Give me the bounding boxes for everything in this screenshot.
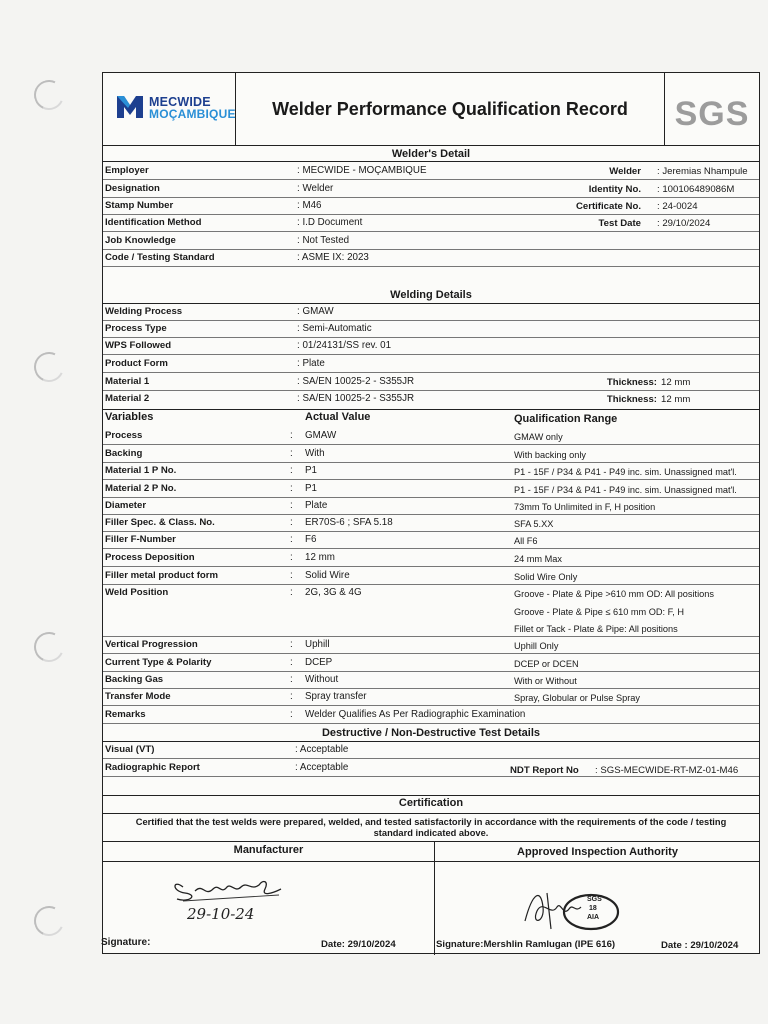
row-divider [103, 758, 759, 759]
actual-value: Solid Wire [305, 570, 350, 581]
certification-statement-line1: Certified that the test welds were prepared, welded, and tested satisfactorily in accordance with the requirements of the code / testing [135, 817, 727, 827]
detail-value: : MECWIDE - MOÇAMBIQUE [297, 165, 427, 176]
welding-label: Material 2 [105, 393, 150, 404]
row-divider [103, 337, 759, 338]
variable-label: Vertical Progression [105, 639, 198, 650]
ndt-value: : Acceptable [295, 744, 349, 755]
actual-value: Plate [305, 500, 328, 511]
variable-colon: : [290, 587, 293, 598]
detail-right-value: : 100106489086M [657, 184, 735, 195]
detail-right-label: Welder [609, 166, 641, 177]
variable-label: Diameter [105, 500, 147, 511]
variable-colon: : [290, 639, 293, 650]
row-divider [103, 497, 759, 498]
variable-colon: : [290, 517, 293, 528]
detail-label: Employer [105, 165, 149, 176]
variable-label: Process [105, 430, 143, 441]
ndt-report-value: : SGS-MECWIDE-RT-MZ-01-M46 [595, 765, 739, 776]
ndt-value: : Acceptable [295, 762, 349, 773]
welding-value: : SA/EN 10025-2 - S355JR [297, 376, 415, 387]
welding-value: : SA/EN 10025-2 - S355JR [297, 393, 415, 404]
qualification-range: Uphill Only [514, 641, 559, 651]
qualification-range: All F6 [514, 536, 538, 546]
manufacturer-date: Date: 29/10/2024 [321, 939, 396, 950]
thickness-value: 12 mm [661, 377, 691, 388]
variable-label: Filler metal product form [105, 570, 219, 581]
sgs-logo: SGS [674, 95, 750, 133]
mecwide-m-icon [115, 93, 145, 119]
welding-value: : 01/24131/SS rev. 01 [297, 340, 392, 351]
qualification-range: Fillet or Tack - Plate & Pipe: All positions [514, 624, 678, 634]
actual-value: F6 [305, 534, 317, 545]
row-divider [103, 584, 759, 585]
qualification-range: With or Without [514, 676, 577, 686]
row-divider [103, 688, 759, 689]
welding-value: : Plate [297, 358, 325, 369]
authority-date: Date : 29/10/2024 [661, 940, 739, 951]
actual-value: P1 [305, 483, 317, 494]
sgs-logo-box [664, 73, 759, 145]
detail-value: : Not Tested [297, 235, 350, 246]
punch-hole-middle-2 [30, 628, 68, 666]
actual-value: 12 mm [305, 552, 335, 563]
ndt-label: Radiographic Report [105, 762, 200, 773]
ndt-label: Visual (VT) [105, 744, 155, 755]
qualification-range: 73mm To Unlimited in F, H position [514, 502, 656, 512]
row-divider [103, 462, 759, 463]
welding-label: Product Form [105, 358, 168, 369]
row-divider [103, 653, 759, 654]
row-divider [103, 214, 759, 215]
row-divider [103, 231, 759, 232]
variable-colon: : [290, 448, 293, 459]
variable-colon: : [290, 534, 293, 545]
variable-colon: : [290, 570, 293, 581]
qualification-range: Spray, Globular or Pulse Spray [514, 693, 640, 703]
row-divider [103, 372, 759, 373]
actual-value: Spray transfer [305, 691, 367, 702]
variable-label: Material 1 P No. [105, 465, 177, 476]
row-divider [103, 671, 759, 672]
thickness-value: 12 mm [661, 394, 691, 405]
actual-value: Without [305, 674, 339, 685]
detail-right-label: Identity No. [588, 184, 641, 195]
actual-value: Welder Qualifies As Per Radiographic Examination [305, 709, 526, 720]
variable-colon: : [290, 657, 293, 668]
manufacturer-heading: Manufacturer [233, 844, 304, 856]
variable-label: Process Deposition [105, 552, 195, 563]
row-divider [103, 514, 759, 515]
detail-label: Job Knowledge [105, 235, 176, 246]
variable-label: Current Type & Polarity [105, 657, 212, 668]
variable-label: Material 2 P No. [105, 483, 177, 494]
variable-label: Backing [105, 448, 143, 459]
detail-label: Code / Testing Standard [105, 252, 215, 263]
welding-label: WPS Followed [105, 340, 172, 351]
punch-hole-middle-1 [30, 348, 68, 386]
document-header [103, 73, 759, 146]
qualification-range: P1 - 15F / P34 & P41 - P49 inc. sim. Unassigned mat'l. [514, 485, 737, 495]
qualification-range: P1 - 15F / P34 & P41 - P49 inc. sim. Unassigned mat'l. [514, 467, 737, 477]
row-divider [103, 444, 759, 445]
ndt-heading: Destructive / Non-Destructive Test Details [321, 727, 541, 739]
authority-signature-label: Signature:Mershlin Ramlugan (IPE 616) [436, 939, 616, 950]
row-divider [103, 548, 759, 549]
qualification-range: Groove - Plate & Pipe ≤ 610 mm OD: F, H [514, 606, 684, 617]
manufacturer-handwritten-date: 29-10-24 [187, 905, 255, 923]
row-divider [103, 249, 759, 250]
variable-colon: : [290, 552, 293, 563]
actual-value: GMAW [305, 430, 337, 441]
detail-right-value: : Jeremias Nhampule [657, 166, 748, 177]
row-divider [103, 354, 759, 355]
row-divider [103, 179, 759, 180]
actual-value: DCEP [305, 657, 333, 668]
row-divider [103, 776, 759, 777]
variable-colon: : [290, 691, 293, 702]
qualification-range: GMAW only [514, 432, 563, 442]
qualification-range: 24 mm Max [514, 554, 562, 564]
welders-detail-heading: Welder's Detail [391, 148, 471, 160]
actual-value: Uphill [305, 639, 330, 650]
logo-text-line2: MOÇAMBIQUE [149, 107, 236, 121]
actual-value: P1 [305, 465, 317, 476]
welding-value: : GMAW [297, 306, 334, 317]
manufacturer-signature-label: Signature: [101, 937, 151, 948]
variable-label: Filler Spec. & Class. No. [105, 517, 215, 528]
variable-colon: : [290, 500, 293, 511]
welding-label: Material 1 [105, 376, 150, 387]
stamp-text-aia: AIA [587, 914, 600, 921]
detail-label: Designation [105, 183, 160, 194]
welding-value: : Semi-Automatic [297, 323, 372, 334]
actual-value-column-header: Actual Value [305, 411, 371, 423]
authority-heading: Approved Inspection Authority [517, 846, 678, 858]
row-divider [103, 705, 759, 706]
variable-colon: : [290, 709, 293, 720]
detail-value: : M46 [297, 200, 322, 211]
row-divider [103, 531, 759, 532]
qualification-range: With backing only [514, 450, 587, 460]
variable-label: Transfer Mode [105, 691, 171, 702]
actual-value: With [305, 448, 325, 459]
thickness-label: Thickness: [606, 377, 657, 388]
certification-heading: Certification [398, 797, 464, 809]
welding-label: Process Type [105, 323, 167, 334]
qualification-range: DCEP or DCEN [514, 659, 579, 669]
row-divider [103, 320, 759, 321]
variable-label: Filler F-Number [105, 534, 176, 545]
row-divider [103, 636, 759, 637]
qualification-range: Groove - Plate & Pipe >610 mm OD: All positions [514, 589, 714, 599]
qualification-record-sheet [102, 72, 760, 954]
qualification-range: SFA 5.XX [514, 519, 554, 529]
thickness-label: Thickness: [606, 394, 657, 405]
row-divider [103, 266, 759, 267]
row-divider [103, 390, 759, 391]
company-logo [103, 73, 236, 145]
variable-label: Remarks [105, 709, 146, 720]
detail-value: : I.D Document [297, 217, 363, 228]
detail-label: Identification Method [105, 217, 202, 228]
qualification-range-column-header: Qualification Range [514, 413, 618, 425]
certification-statement-line2: standard indicated above. [373, 828, 489, 838]
detail-label: Stamp Number [105, 200, 174, 211]
actual-value: ER70S-6 ; SFA 5.18 [305, 517, 393, 528]
variable-label: Backing Gas [105, 674, 164, 685]
document-title: Welder Performance Qualification Record [272, 99, 628, 119]
logo-text-line1: MECWIDE [149, 95, 211, 109]
variable-colon: : [290, 674, 293, 685]
row-divider [103, 197, 759, 198]
detail-value: : Welder [297, 183, 334, 194]
punch-hole-bottom [30, 902, 68, 940]
row-divider [103, 723, 759, 724]
row-divider [103, 479, 759, 480]
welding-details-heading: Welding Details [390, 289, 472, 301]
variable-colon: : [290, 430, 293, 441]
variables-column-header: Variables [105, 411, 154, 423]
variable-label: Weld Position [105, 587, 169, 598]
detail-value: : ASME IX: 2023 [297, 252, 369, 263]
detail-right-label: Test Date [598, 218, 641, 229]
variable-colon: : [290, 483, 293, 494]
detail-right-value: : 24-0024 [657, 201, 698, 212]
variable-colon: : [290, 465, 293, 476]
punch-hole-top [30, 76, 68, 114]
qualification-range: Solid Wire Only [514, 572, 578, 582]
ndt-report-label: NDT Report No [510, 765, 579, 776]
detail-right-label: Certificate No. [575, 201, 641, 212]
stamp-text-number: 18 [589, 905, 597, 912]
stamp-text-sgs: SGS [587, 896, 602, 903]
welding-label: Welding Process [105, 306, 183, 317]
actual-value: 2G, 3G & 4G [305, 587, 362, 598]
detail-right-value: : 29/10/2024 [657, 218, 711, 229]
row-divider [103, 566, 759, 567]
